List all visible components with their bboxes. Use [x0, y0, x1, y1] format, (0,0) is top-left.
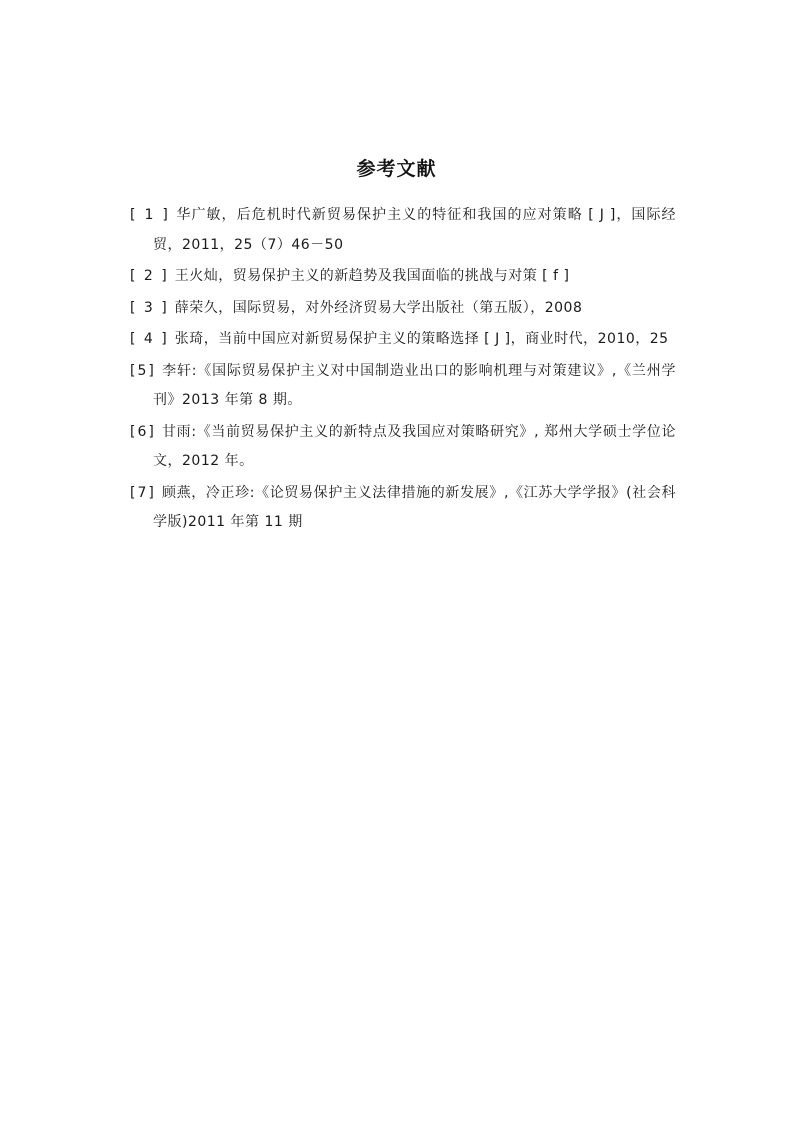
reference-number: [ 3 ] — [130, 299, 169, 316]
reference-item — [130, 357, 676, 416]
page-title: 参考文献 — [356, 158, 437, 180]
reference-text: 张琦，当前中国应对新贸易保护主义的策略选择 [ J ]，商业时代，2010，25 — [174, 331, 669, 347]
reference-number: [7] — [130, 484, 156, 501]
reference-item — [130, 479, 676, 538]
reference-text: 顾燕，冷正珍:《论贸易保护主义法律措施的新发展》,《江苏大学学报》(社会科学版)2011 年第 11 期 — [153, 484, 676, 530]
reference-item — [130, 262, 676, 292]
reference-list — [130, 201, 676, 540]
reference-text: 王火灿，贸易保护主义的新趋势及我国面临的挑战与对策 [ f ] — [174, 268, 570, 284]
reference-number: [ 4 ] — [130, 331, 169, 347]
reference-item — [130, 294, 676, 324]
reference-number: [ 1 ] — [130, 207, 170, 223]
reference-item — [130, 325, 676, 355]
reference-number: [5] — [130, 362, 156, 379]
reference-text: 华广敏，后危机时代新贸易保护主义的特征和我国的应对策略 [ J ]，国际经贸，2011，25（7）46－50 — [153, 207, 677, 253]
reference-item — [130, 201, 676, 260]
reference-number: [6] — [130, 423, 156, 440]
reference-text: 李轩:《国际贸易保护主义对中国制造业出口的影响机理与对策建议》,《兰州学刊》2013 年第 8 期。 — [153, 362, 676, 408]
reference-text: 薛荣久，国际贸易，对外经济贸易大学出版社（第五版），2008 — [174, 299, 583, 316]
reference-item — [130, 418, 676, 477]
reference-text: 甘雨:《当前贸易保护主义的新特点及我国应对策略研究》, 郑州大学硕士学位论文，2012 年。 — [153, 423, 676, 469]
reference-number: [ 2 ] — [130, 268, 169, 284]
